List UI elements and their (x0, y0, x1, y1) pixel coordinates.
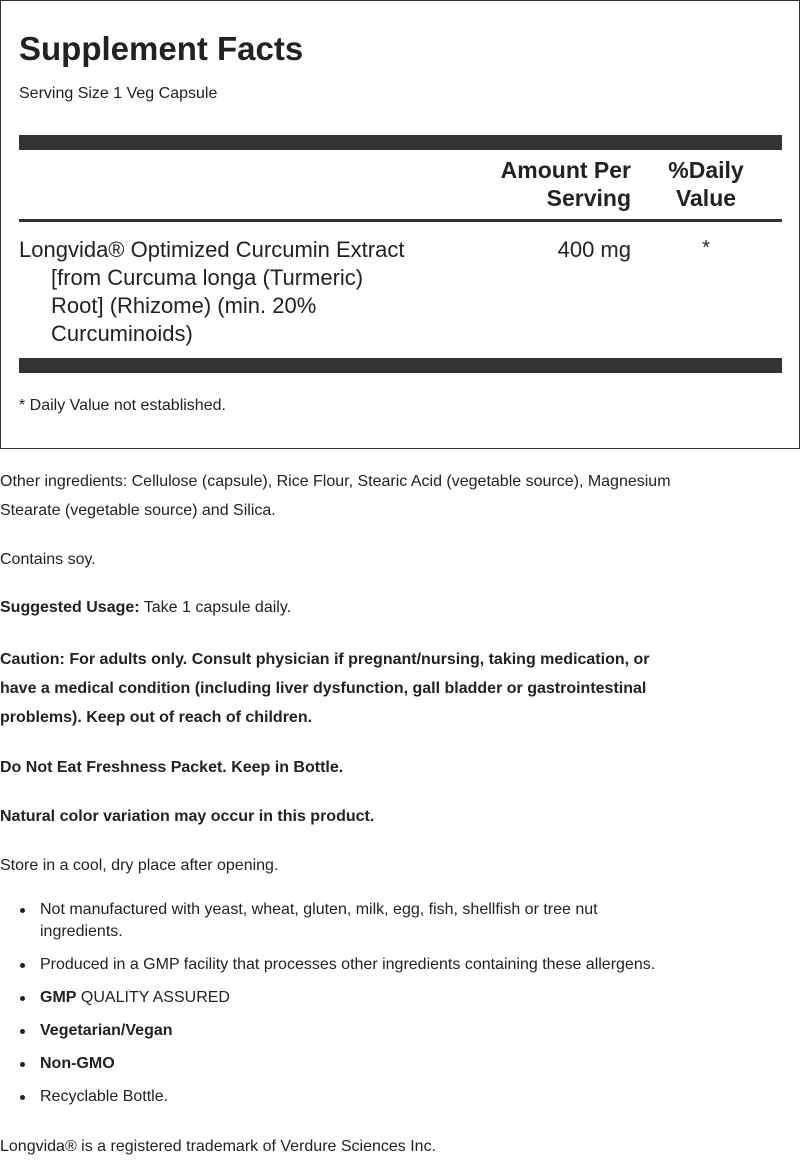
ingredient-daily-value: * (702, 237, 710, 259)
divider-thick-top (19, 135, 782, 150)
bullet-icon (20, 1029, 25, 1034)
daily-value-header: %Daily Value (668, 157, 744, 211)
list-item: Vegetarian/Vegan (0, 1020, 800, 1042)
bullet-icon (20, 908, 25, 913)
amount-per-serving-header: Amount Per Serving (500, 157, 631, 211)
freshness-packet-warning: Do Not Eat Freshness Packet. Keep in Bottle. (0, 759, 344, 776)
allergen-statement: Contains soy. (0, 551, 96, 568)
bullet-icon (20, 963, 25, 968)
other-ingredients: Other ingredients: Cellulose (capsule), Rice Flour, Stearic Acid (vegetable source), Magnesium Stearate (vegetable source) and Silica. (0, 473, 671, 519)
divider-thick-bottom (19, 358, 782, 373)
trademark-notice: Longvida® is a registered trademark of Verdure Sciences Inc. (0, 1138, 437, 1155)
list-item: GMP QUALITY ASSURED (0, 987, 800, 1009)
suggested-usage: Suggested Usage: Take 1 capsule daily. (0, 599, 292, 616)
list-item: Not manufactured with yeast, wheat, gluten, milk, egg, fish, shellfish or tree nut ingredients. (0, 899, 800, 943)
bullet-icon (20, 996, 25, 1001)
divider-thin (19, 219, 782, 222)
ingredient-name: Longvida® Optimized Curcumin Extract [from Curcuma longa (Turmeric) Root] (Rhizome) (min. 20% Curcuminoids) (19, 237, 405, 346)
color-variation-note: Natural color variation may occur in this product. (0, 808, 375, 825)
ingredient-amount: 400 mg (557, 237, 631, 262)
supplement-facts-panel (0, 0, 800, 449)
bullet-icon (20, 1062, 25, 1067)
feature-list (0, 899, 800, 1119)
bullet-icon (20, 1095, 25, 1100)
facts-title: Supplement Facts (19, 30, 304, 67)
list-item: Non-GMO (0, 1053, 800, 1075)
daily-value-footnote: * Daily Value not established. (19, 397, 226, 414)
list-item: Recyclable Bottle. (0, 1086, 800, 1108)
list-item: Produced in a GMP facility that processes other ingredients containing these allergens. (0, 954, 800, 976)
storage-instructions: Store in a cool, dry place after opening. (0, 857, 279, 874)
serving-size: Serving Size 1 Veg Capsule (19, 85, 218, 102)
caution-statement: Caution: For adults only. Consult physician if pregnant/nursing, taking medication, or have a medical condition (including liver dysfunction, gall bladder or gastrointestinal problems). Keep out of reach of children. (0, 651, 650, 726)
